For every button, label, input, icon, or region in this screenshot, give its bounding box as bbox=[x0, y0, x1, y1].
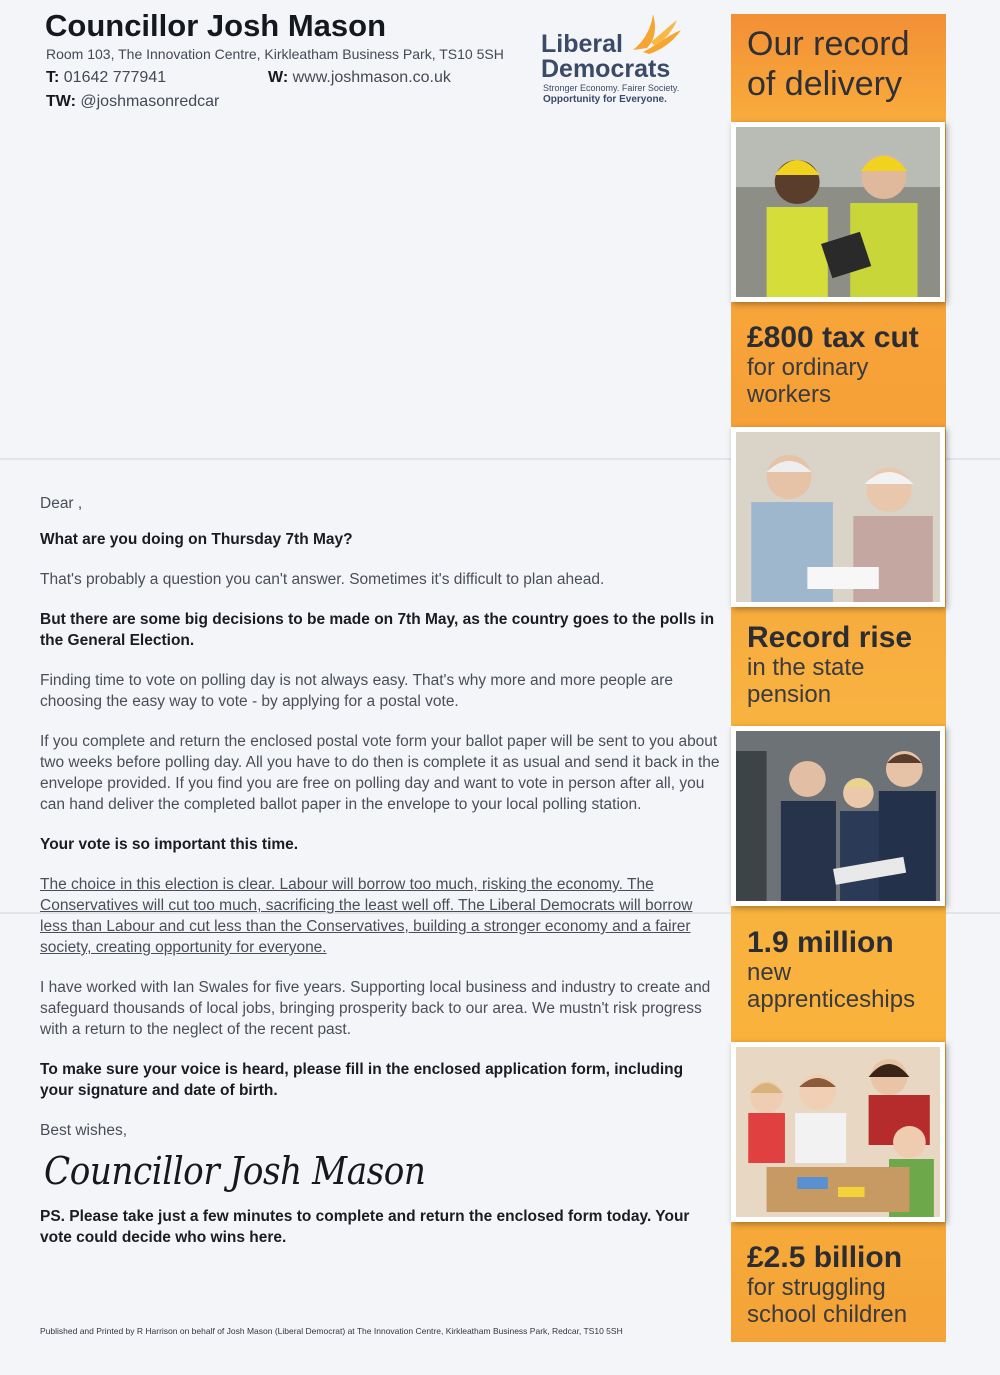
photo-workers bbox=[731, 122, 945, 302]
logo-tagline: Stronger Economy. Fairer Society. bbox=[543, 83, 680, 93]
paragraph: Finding time to vote on polling day is not always easy. That's why more and more people are choosing the easy way to vote - by applying for a postal vote. bbox=[40, 672, 674, 710]
web-label: W: bbox=[268, 69, 289, 86]
sign-off: Best wishes, bbox=[40, 1122, 128, 1139]
signature: Councillor Josh Mason bbox=[44, 1149, 426, 1193]
website bbox=[268, 69, 451, 87]
paragraph-bold: But there are some big decisions to be made on 7th May, as the country goes to the polls in the General Election. bbox=[40, 611, 715, 649]
stat-school-funding bbox=[747, 1242, 942, 1328]
record-sidebar bbox=[731, 14, 946, 1342]
paragraph-underlined: The choice in this election is clear. Labour will borrow too much, risking the economy. The Conservatives will cut too much, sacrificing the least well off. The Liberal Democrats will borrow less than Labour and cut less than the Conservatives, building a stronger economy and a fairer society, creating opportunity for everyone. bbox=[40, 876, 693, 956]
tel-label: T: bbox=[46, 69, 60, 86]
stat-headline: Record rise bbox=[747, 621, 913, 654]
paragraph: I have worked with Ian Swales for five years. Supporting local business and industry to create and safeguard thousands of local jobs, bringing prosperity back to our area. We mustn't risk progress with a return to the neglect of the recent past. bbox=[40, 979, 711, 1038]
stat-caption: new apprenticeships bbox=[747, 959, 916, 1013]
photo-school-children bbox=[731, 1042, 945, 1222]
tw-label: TW: bbox=[46, 93, 76, 110]
stat-tax-cut bbox=[747, 322, 942, 408]
stat-caption: for struggling school children bbox=[747, 1274, 908, 1328]
paragraph-bold: Your vote is so important this time. bbox=[40, 836, 299, 853]
photo-pensioners bbox=[731, 427, 945, 607]
bird-icon bbox=[623, 12, 683, 56]
councillor-name: Councillor Josh Mason bbox=[45, 8, 387, 43]
postscript: PS. Please take just a few minutes to complete and return the enclosed form today. Your vote could decide who wins here. bbox=[40, 1208, 690, 1246]
stat-caption: in the state pension bbox=[747, 654, 865, 708]
sidebar-heading: Our record of delivery bbox=[747, 25, 910, 103]
tw-handle[interactable]: @joshmasonredcar bbox=[80, 93, 220, 110]
letter-body bbox=[40, 493, 720, 1248]
logo-tagline-bold: Opportunity for Everyone. bbox=[543, 94, 667, 105]
stat-headline: £2.5 billion bbox=[747, 1241, 903, 1274]
stat-headline: 1.9 million bbox=[747, 926, 894, 959]
stat-caption: for ordinary workers bbox=[747, 354, 869, 408]
paragraph-bold: To make sure your voice is heard, please fill in the enclosed application form, including your signature and date of birth. bbox=[40, 1061, 684, 1099]
photo-apprentices bbox=[731, 726, 945, 906]
stat-apprenticeships bbox=[747, 927, 942, 1013]
web-url[interactable]: www.joshmason.co.uk bbox=[292, 69, 451, 86]
imprint: Published and Printed by R Harrison on behalf of Josh Mason (Liberal Democrat) at The Innovation Centre, Kirkleatham Business Park, Redcar, TS10 5SH bbox=[40, 1326, 623, 1336]
opening-question: What are you doing on Thursday 7th May? bbox=[40, 531, 353, 548]
lib-dem-logo bbox=[541, 12, 721, 112]
tel-number: 01642 777941 bbox=[63, 69, 167, 86]
office-address: Room 103, The Innovation Centre, Kirkleatham Business Park, TS10 5SH bbox=[46, 46, 504, 62]
twitter bbox=[46, 93, 219, 111]
stat-pension bbox=[747, 622, 942, 708]
logo-word-liberal: Liberal bbox=[541, 30, 623, 58]
paragraph: If you complete and return the enclosed postal vote form your ballot paper will be sent to you about two weeks before polling day. All you have to do then is complete it as usual and send it back in the envelope provided. If you find you are free on polling day and want to vote in person after all, you can hand deliver the completed ballot paper in the envelope to your local polling station. bbox=[40, 733, 720, 813]
paragraph: That's probably a question you can't answer. Sometimes it's difficult to plan ahead. bbox=[40, 571, 605, 588]
telephone bbox=[46, 69, 166, 87]
stat-headline: £800 tax cut bbox=[747, 321, 919, 354]
greeting: Dear , bbox=[40, 495, 83, 512]
logo-word-democrats: Democrats bbox=[541, 55, 671, 83]
